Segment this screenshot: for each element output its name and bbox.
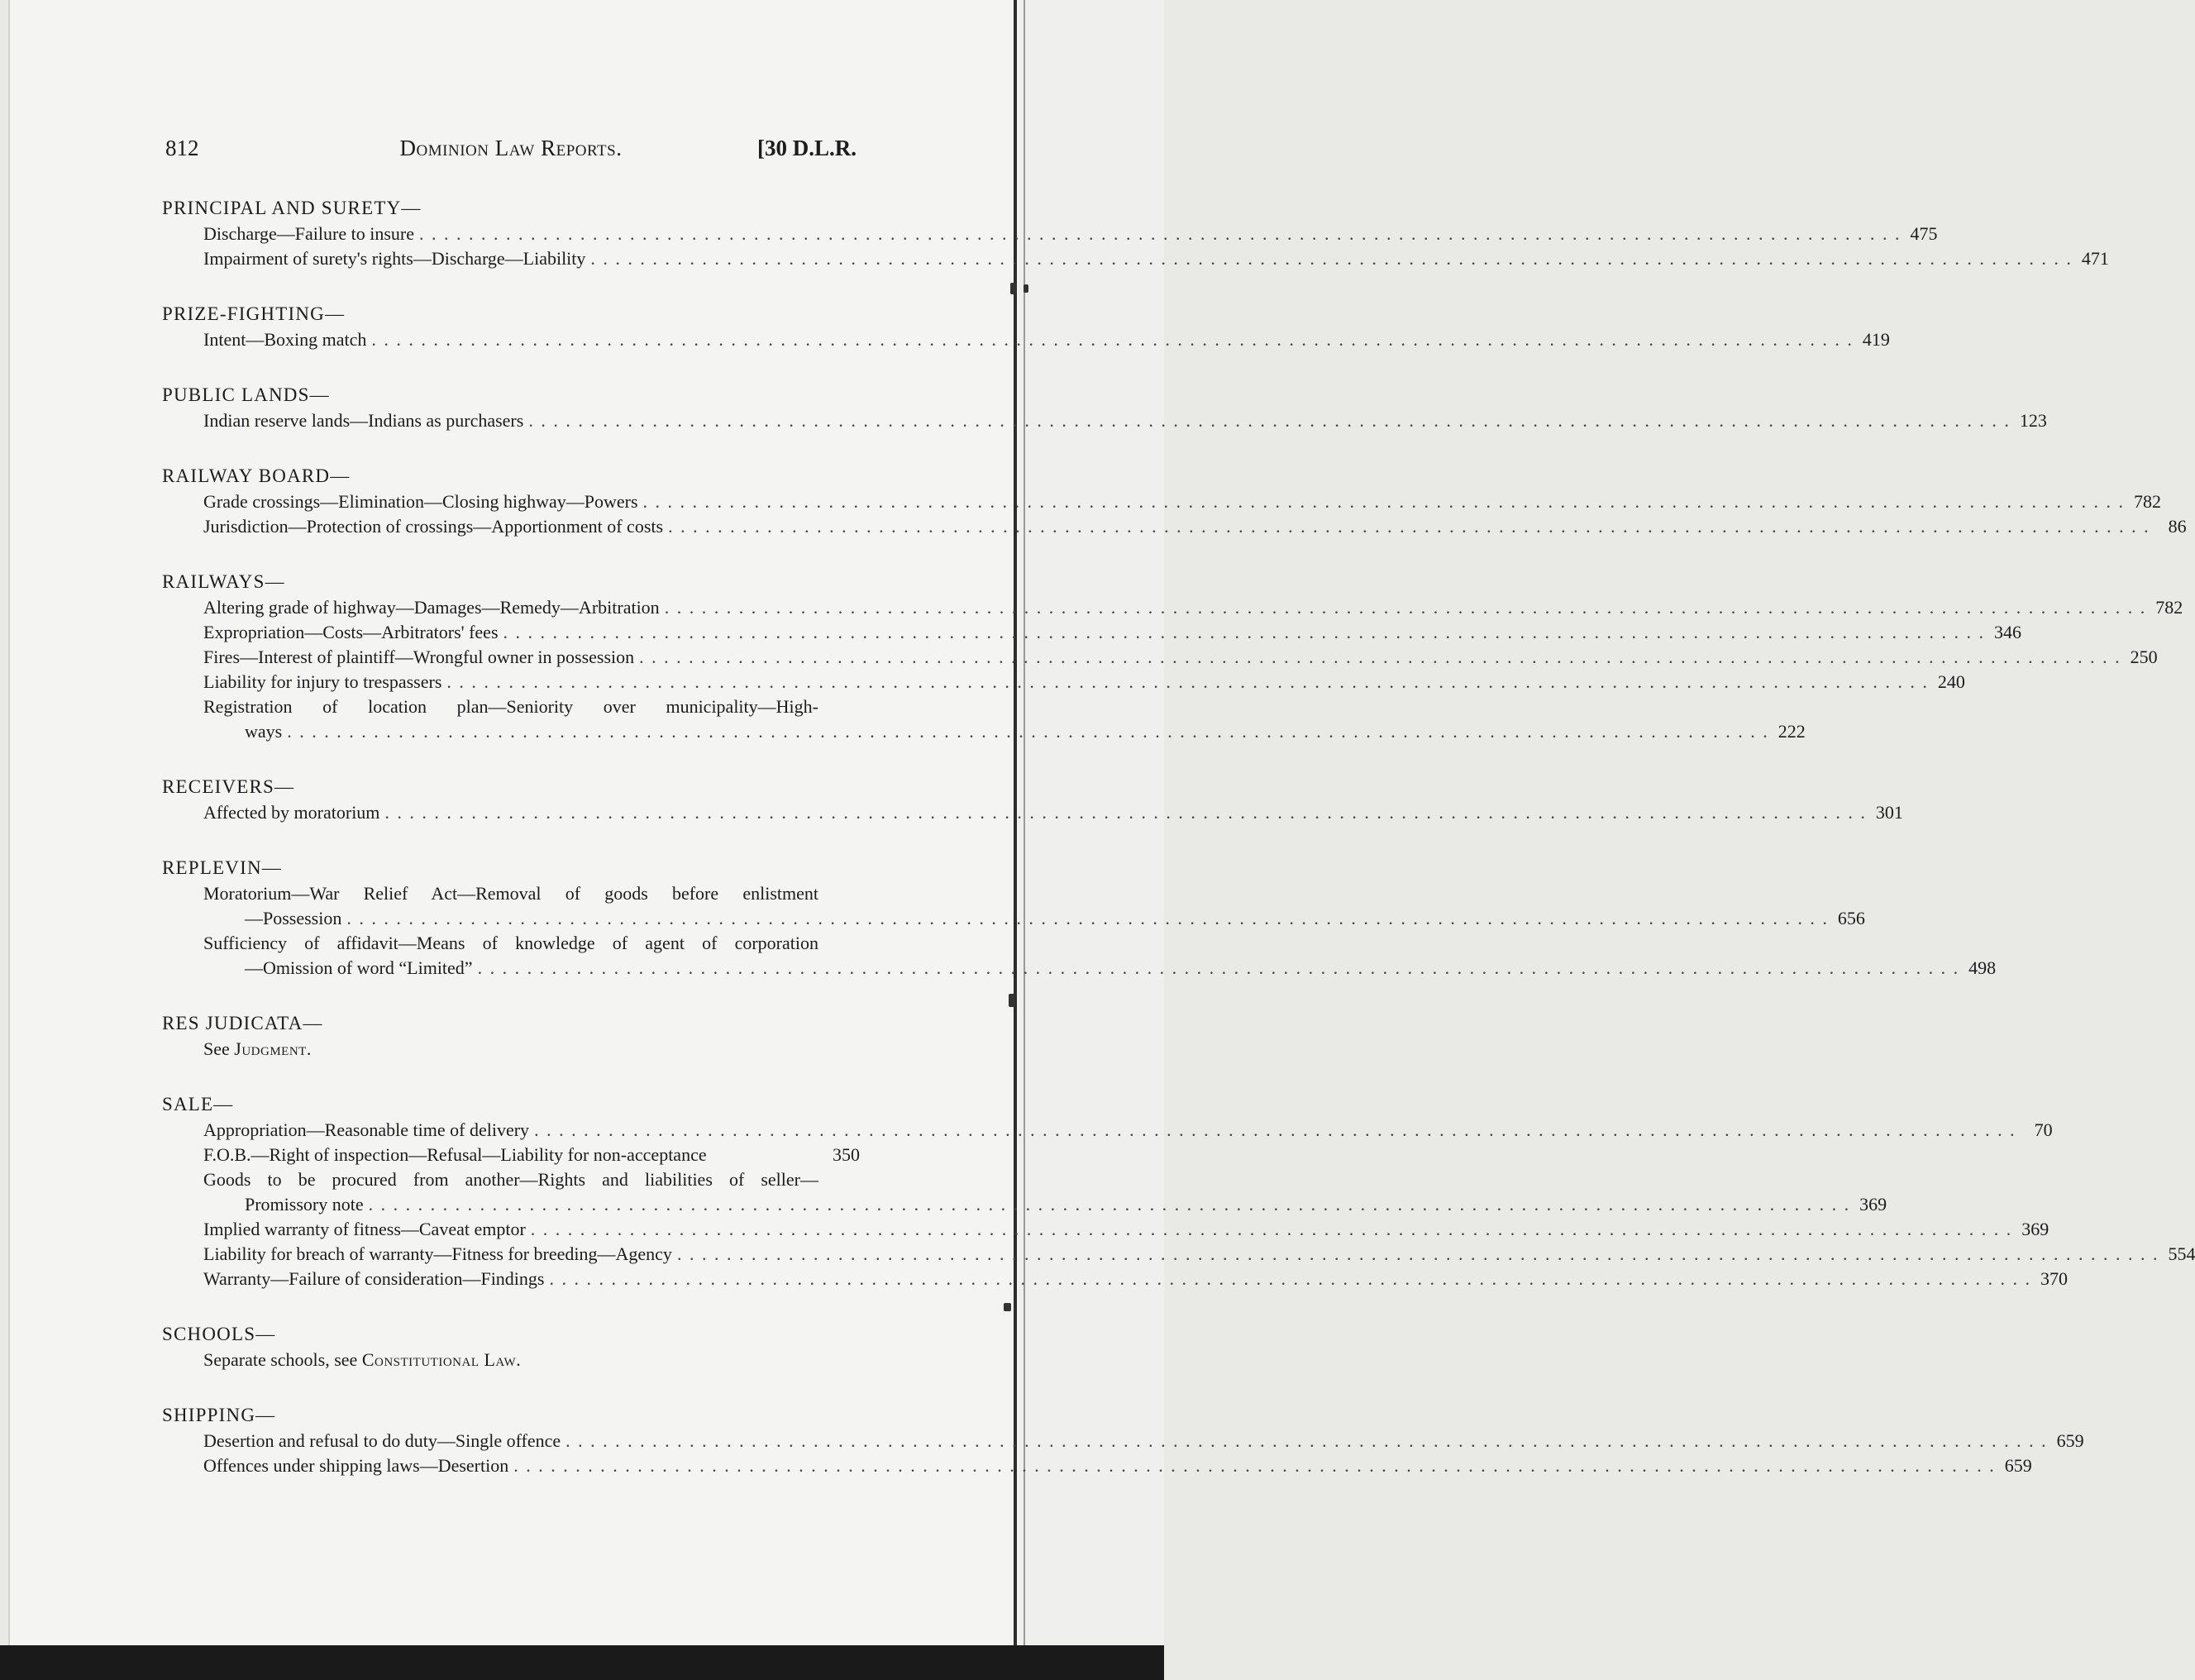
scan-speck <box>1004 1303 1011 1311</box>
index-section <box>162 382 2047 433</box>
index-entry <box>162 1217 2049 1242</box>
page-reference: 301 <box>1875 802 1903 823</box>
index-entry <box>162 956 1997 981</box>
entry-text: Liability for injury to trespassers <box>203 671 442 692</box>
index-section <box>162 1091 2195 1291</box>
index-entry <box>162 246 2109 271</box>
page-reference: 70 <box>2034 1119 2053 1140</box>
dot-leader: . . . . . . . . . . . . . . . . . . . . . . . . . . . . . . . . . . . . . . . . . . . . . . . . . . . . . . . . . . . . . . . . . . . . . . . . . . . . . . . . . . . . . . . . . . . . . . . . . . . . . . . . . . . . . . . . . . . . . . . . <box>418 223 1902 244</box>
page-reference: 222 <box>1777 721 1806 742</box>
entry-text: Appropriation—Reasonable time of delivery <box>203 1119 530 1140</box>
dot-leader: . . . . . . . . . . . . . . . . . . . . . . . . . . . . . . . . . . . . . . . . . . . . . . . . . . . . . . . . . . . . . . . . . . . . . . . . . . . . . . . . . . . . . . . . . . . . . . . . . . . . . . . . . . . . . . . . . . . . . . . . <box>513 1455 1996 1476</box>
index-entry <box>162 1242 2195 1267</box>
page-reference: 370 <box>2040 1268 2068 1289</box>
publication-title: Dominion Law Reports. <box>399 136 623 160</box>
page-reference: 419 <box>1862 329 1890 350</box>
scan-speck <box>1024 284 1028 293</box>
entry-text: Jurisdiction—Protection of crossings—Apportionment of costs <box>203 516 664 537</box>
section-heading: SCHOOLS— <box>162 1324 276 1344</box>
index-entry <box>162 719 1806 744</box>
page-reference: 659 <box>2004 1455 2032 1476</box>
entry-first-line: Goods to be procured from another—Rights and liabilities of seller— <box>203 1169 818 1190</box>
entry-text: Intent—Boxing match <box>203 329 367 350</box>
entry-text: —Omission of word “Limited” <box>245 957 473 978</box>
dot-leader: . . . . . . . . . . . . . . . . . . . . . . . . . . . . . . . . . . . . . . . . . . . . . . . . . . . . . . . . . . . . . . . . . . . . . . . . . . . . . . . . . . . . . . . . . . . . . . . . . . . . . . . . . . . . . . . . . . . . . . . . <box>528 410 2011 431</box>
dot-leader: . . . . . . . . . . . . . . . . . . . . . . . . . . . . . . . . . . . . . . . . . . . . . . . . . . . . . . . . . . . . . . . . . . . . . . . . . . . . . . . . . . . . . . . . . . . . . . . . . . . . . . . . . . . . . . . . . . . . . . . . <box>676 1243 2159 1264</box>
index-section <box>162 855 1997 981</box>
page-reference: 498 <box>1968 957 1997 978</box>
see-prefix: See <box>203 1038 235 1059</box>
section-heading: RAILWAYS— <box>162 571 285 592</box>
index-section <box>162 1010 860 1062</box>
page-reference: 86 <box>2168 516 2187 537</box>
entry-text: Offences under shipping laws—Desertion <box>203 1455 509 1476</box>
index-entry <box>162 1118 2053 1143</box>
dot-leader: . . . . . . . . . . . . . . . . . . . . . . . . . . . . . . . . . . . . . . . . . . . . . . . . . . . . . . . . . . . . . . . . . . . . . . . . . . . . . . . . . . . . . . . . . . . . . . . . . . . . . . . . . . . . . . . . . . . . . . . . <box>477 957 1960 978</box>
see-prefix: Separate schools, see <box>203 1349 362 1370</box>
section-heading: RAILWAY BOARD— <box>162 465 351 486</box>
dot-leader: . . . . . . . . . . . . . . . . . . . . . . . . . . . . . . . . . . . . . . . . . . . . . . . . . . . . . . . . . . . . . . . . . . . . . . . . . . . . . . . . . . . . . . . . . . . . . . . . . . . . . . . . . . . . . . . . . . . . . . . . <box>287 721 1769 742</box>
entry-text: Expropriation—Costs—Arbitrators' fees <box>203 622 499 642</box>
entry-text: Impairment of surety's rights—Discharge—Liability <box>203 248 586 269</box>
index-section <box>162 301 1890 352</box>
dot-leader: . . . . . . . . . . . . . . . . . . . . . . . . . . . . . . . . . . . . . . . . . . . . . . . . . . . . . . . . . . . . . . . . . . . . . . . . . . . . . . . . . . . . . . . . . . . . . . . . . . . . . . . . . . . . . . . . . . . . . . . . <box>384 802 1867 823</box>
page-reference: 656 <box>1837 908 1865 928</box>
index-section <box>162 569 2183 744</box>
dot-leader: . . . . . . . . . . . . . . . . . . . . . . . . . . . . . . . . . . . . . . . . . . . . . . . . . . . . . . . . . . . . . . . . . . . . . . . . . . . . . . . . . . . . . . . . . . . . . . . . . . . . . . . . . . . . . . . . . . . . . . . . <box>371 329 1854 350</box>
entry-text: Liability for breach of warranty—Fitness for breeding—Agency <box>203 1243 672 1264</box>
section-heading: PRIZE-FIGHTING— <box>162 303 346 324</box>
entry-text: Discharge—Failure to insure <box>203 223 414 244</box>
index-entry <box>162 645 2158 670</box>
index-entry <box>162 489 2162 514</box>
dot-leader: . . . . . . . . . . . . . . . . . . . . . . . . . . . . . . . . . . . . . . . . . . . . . . . . . . . . . . . . . . . . . . . . . . . . . . . . . . . . . . . . . . . . . . . . . . . . . . . . . . . . . . . . . . . . . . . . . . . . . . . . <box>368 1194 1851 1215</box>
section-heading: SALE— <box>162 1094 234 1114</box>
entry-text: Promissory note <box>245 1194 364 1215</box>
entry-first-line: Registration of location plan—Seniority over municipality—High- <box>203 696 818 717</box>
see-reference: Constitutional Law <box>361 1349 517 1370</box>
page-number: 812 <box>165 136 199 160</box>
scan-speck <box>1010 283 1016 294</box>
entry-text: —Possession <box>245 908 342 928</box>
entry-text: Altering grade of highway—Damages—Remedy—Arbitration <box>203 597 660 618</box>
entry-text: Grade crossings—Elimination—Closing highway—Powers <box>203 491 638 512</box>
scan-bottom-border <box>0 1645 1164 1680</box>
running-head <box>162 136 860 169</box>
dot-leader: . . . . . . . . . . . . . . . . . . . . . . . . . . . . . . . . . . . . . . . . . . . . . . . . . . . . . . . . . . . . . . . . . . . . . . . . . . . . . . . . . . . . . . . . . . . . . . . . . . . . . . . . . . . . . . . . . . . . . . . . <box>668 516 2150 537</box>
dot-leader: . . . . . . . . . . . . . . . . . . . . . . . . . . . . . . . . . . . . . . . . . . . . . . . . . . . . . . . . . . . . . . . . . . . . . . . . . . . . . . . . . . . . . . . . . . . . . . . . . . . . . . . . . . . . . . . . . . . . . . . . <box>503 622 1986 642</box>
index-entry <box>162 670 1965 694</box>
page-reference: 350 <box>833 1144 860 1165</box>
index-entry <box>162 906 1865 931</box>
index-entry <box>162 1192 1887 1217</box>
page-reference: 475 <box>1910 223 1938 244</box>
section-heading: RES JUDICATA— <box>162 1013 323 1033</box>
see-reference: Judgment <box>234 1038 307 1059</box>
dot-leader: . . . . . . . . . . . . . . . . . . . . . . . . . . . . . . . . . . . . . . . . . . . . . . . . . . . . . . . . . . . . . . . . . . . . . . . . . . . . . . . . . . . . . . . . . . . . . . . . . . . . . . . . . . . . . . . . . . . . . . . . <box>549 1268 2031 1289</box>
page-reference: 346 <box>1994 622 2022 642</box>
index-section <box>162 195 2109 271</box>
dot-leader: . . . . . . . . . . . . . . . . . . . . . . . . . . . . . . . . . . . . . . . . . . . . . . . . . . . . . . . . . . . . . . . . . . . . . . . . . . . . . . . . . . . . . . . . . . . . . . . . . . . . . . . . . . . . . . . . . . . . . . . . <box>446 671 1929 692</box>
index-sections <box>162 195 2195 1508</box>
entry-first-line: Sufficiency of affidavit—Means of knowledge of agent of corporation <box>203 933 818 953</box>
dot-leader: . . . . . . . . . . . . . . . . . . . . . . . . . . . . . . . . . . . . . . . . . . . . . . . . . . . . . . . . . . . . . . . . . . . . . . . . . . . . . . . . . . . . . . . . . . . . . . . . . . . . . . . . . . . . . . . . . . . . . . . . <box>639 647 2121 667</box>
index-section <box>162 1321 860 1372</box>
section-heading: PUBLIC LANDS— <box>162 384 330 405</box>
index-entry <box>162 408 2047 433</box>
entry-text: Indian reserve lands—Indians as purchasers <box>203 410 524 431</box>
scan-speck <box>1009 994 1015 1007</box>
page-reference: 369 <box>1859 1194 1887 1215</box>
section-heading: REPLEVIN— <box>162 857 282 878</box>
index-entry <box>162 1429 2084 1453</box>
cross-reference <box>162 1348 860 1372</box>
page-reference: 782 <box>2155 597 2183 618</box>
section-heading: PRINCIPAL AND SURETY— <box>162 198 422 218</box>
page-reference: 123 <box>2019 410 2047 431</box>
dot-leader: . . . . . . . . . . . . . . . . . . . . . . . . . . . . . . . . . . . . . . . . . . . . . . . . . . . . . . . . . . . . . . . . . . . . . . . . . . . . . . . . . . . . . . . . . . . . . . . . . . . . . . . . . . . . . . . . . . . . . . . . <box>534 1119 2016 1140</box>
index-entry <box>162 514 2187 539</box>
index-entry <box>162 327 1890 352</box>
page-reference: 554 <box>2168 1243 2195 1264</box>
entry-first-line: Moratorium—War Relief Act—Removal of goods before enlistment <box>203 883 818 904</box>
index-entry <box>162 222 1938 246</box>
page-reference: 240 <box>1937 671 1965 692</box>
page-reference: 250 <box>2130 647 2158 667</box>
dot-leader: . . . . . . . . . . . . . . . . . . . . . . . . . . . . . . . . . . . . . . . . . . . . . . . . . . . . . . . . . . . . . . . . . . . . . . . . . . . . . . . . . . . . . . . . . . . . . . . . . . . . . . . . . . . . . . . . . . . . . . . . <box>530 1219 2013 1239</box>
entry-text: Desertion and refusal to do duty—Single offence <box>203 1430 561 1451</box>
index-section <box>162 1402 2084 1478</box>
entry-text: Fires—Interest of plaintiff—Wrongful owner in possession <box>203 647 635 667</box>
entry-text: F.O.B.—Right of inspection—Refusal—Liability for non-acceptance <box>203 1144 707 1165</box>
entry-text: ways <box>245 721 283 742</box>
see-suffix: . <box>516 1349 521 1370</box>
entry-text: Implied warranty of fitness—Caveat emptor <box>203 1219 526 1239</box>
index-section <box>162 774 1903 825</box>
section-heading: RECEIVERS— <box>162 776 295 797</box>
section-heading: SHIPPING— <box>162 1405 276 1425</box>
index-entry <box>162 1267 2068 1291</box>
cross-reference <box>162 1037 860 1062</box>
dot-leader: . . . . . . . . . . . . . . . . . . . . . . . . . . . . . . . . . . . . . . . . . . . . . . . . . . . . . . . . . . . . . . . . . . . . . . . . . . . . . . . . . . . . . . . . . . . . . . . . . . . . . . . . . . . . . . . . . . . . . . . . <box>590 248 2073 269</box>
dot-leader: . . . . . . . . . . . . . . . . . . . . . . . . . . . . . . . . . . . . . . . . . . . . . . . . . . . . . . . . . . . . . . . . . . . . . . . . . . . . . . . . . . . . . . . . . . . . . . . . . . . . . . . . . . . . . . . . . . . . . . . . <box>346 908 1829 928</box>
page-reference: 782 <box>2134 491 2162 512</box>
index-section <box>162 463 2187 539</box>
page-reference: 471 <box>2081 248 2109 269</box>
page-reference: 369 <box>2021 1219 2049 1239</box>
index-entry <box>162 800 1903 825</box>
entry-text: Warranty—Failure of consideration—Findings <box>203 1268 545 1289</box>
index-entry <box>162 1453 2032 1478</box>
dot-leader: . . . . . . . . . . . . . . . . . . . . . . . . . . . . . . . . . . . . . . . . . . . . . . . . . . . . . . . . . . . . . . . . . . . . . . . . . . . . . . . . . . . . . . . . . . . . . . . . . . . . . . . . . . . . . . . . . . . . . . . . <box>565 1430 2048 1451</box>
dot-leader: . . . . . . . . . . . . . . . . . . . . . . . . . . . . . . . . . . . . . . . . . . . . . . . . . . . . . . . . . . . . . . . . . . . . . . . . . . . . . . . . . . . . . . . . . . . . . . . . . . . . . . . . . . . . . . . . . . . . . . . . <box>664 597 2147 618</box>
entry-text: Affected by moratorium <box>203 802 380 823</box>
volume-reference: [30 D.L.R. <box>757 136 857 160</box>
see-suffix: . <box>306 1038 312 1059</box>
index-entry <box>162 620 2022 645</box>
page-reference: 659 <box>2056 1430 2084 1451</box>
dot-leader: . . . . . . . . . . . . . . . . . . . . . . . . . . . . . . . . . . . . . . . . . . . . . . . . . . . . . . . . . . . . . . . . . . . . . . . . . . . . . . . . . . . . . . . . . . . . . . . . . . . . . . . . . . . . . . . . . . . . . . . . <box>642 491 2126 512</box>
index-entry <box>162 1143 860 1167</box>
index-entry <box>162 595 2183 620</box>
